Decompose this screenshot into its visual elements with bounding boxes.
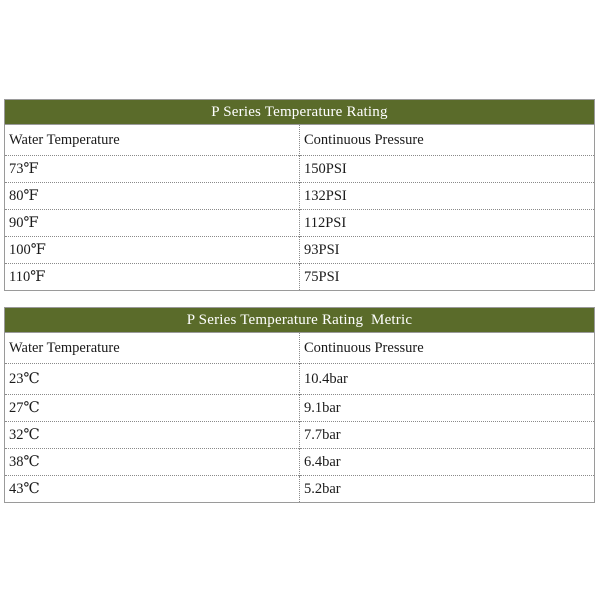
continuous-pressure-cell: 93PSI: [300, 237, 595, 264]
continuous-pressure-cell: 10.4bar: [300, 364, 595, 395]
temperature-rating-table-imperial: [4, 99, 595, 291]
continuous-pressure-cell: 6.4bar: [300, 449, 595, 476]
column-header-water-temperature: Water Temperature: [9, 339, 120, 356]
column-header-water-temperature: Water Temperature: [9, 131, 120, 148]
table-row: [5, 264, 595, 291]
temperature-rating-table-metric: [4, 307, 595, 503]
table-row: [5, 395, 595, 422]
continuous-pressure-cell: 150PSI: [300, 156, 595, 183]
table-title: P Series Temperature Rating: [5, 100, 595, 125]
table-title: P Series Temperature Rating Metric: [5, 308, 595, 333]
water-temperature-cell: 23℃: [5, 364, 300, 395]
table-row: [5, 364, 595, 395]
column-header-continuous-pressure: Continuous Pressure: [300, 333, 595, 364]
table-row: [5, 183, 595, 210]
water-temperature-cell: 110℉: [5, 264, 300, 291]
water-temperature-cell: 38℃: [5, 449, 300, 476]
water-temperature-cell: 80℉: [5, 183, 300, 210]
continuous-pressure-cell: 5.2bar: [300, 476, 595, 503]
water-temperature-cell: 43℃: [5, 476, 300, 503]
continuous-pressure-cell: 9.1bar: [300, 395, 595, 422]
continuous-pressure-cell: 112PSI: [300, 210, 595, 237]
header-row: [5, 125, 595, 156]
water-temperature-cell: 100℉: [5, 237, 300, 264]
water-temperature-cell: 27℃: [5, 395, 300, 422]
water-temperature-cell: 73℉: [5, 156, 300, 183]
continuous-pressure-cell: 7.7bar: [300, 422, 595, 449]
table-row: [5, 422, 595, 449]
table-row: [5, 156, 595, 183]
column-header-continuous-pressure: Continuous Pressure: [300, 125, 595, 156]
table-row: [5, 210, 595, 237]
table-row: [5, 449, 595, 476]
table-row: [5, 476, 595, 503]
table-row: [5, 237, 595, 264]
continuous-pressure-cell: 75PSI: [300, 264, 595, 291]
header-row: [5, 333, 595, 364]
water-temperature-cell: 32℃: [5, 422, 300, 449]
water-temperature-cell: 90℉: [5, 210, 300, 237]
continuous-pressure-cell: 132PSI: [300, 183, 595, 210]
